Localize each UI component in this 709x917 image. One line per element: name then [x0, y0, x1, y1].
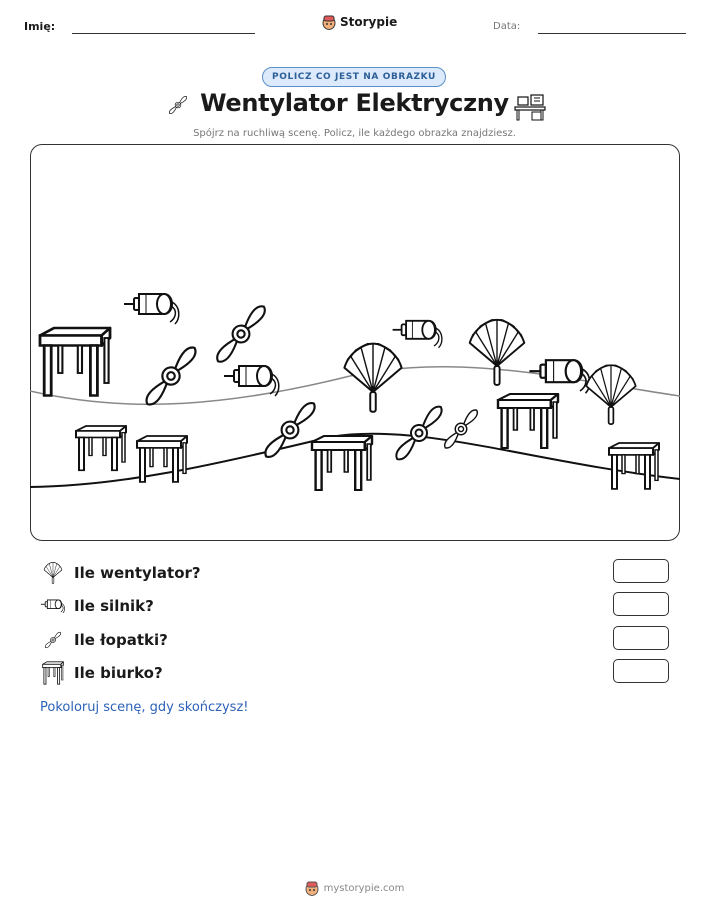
date-line[interactable]	[538, 33, 686, 34]
motor	[124, 294, 179, 324]
answer-box-motor[interactable]	[613, 592, 669, 616]
brand-name: Storypie	[340, 15, 398, 29]
coloring-instruction: Pokoloruj scenę, gdy skończysz!	[40, 700, 249, 715]
date-label: Data:	[493, 21, 521, 32]
brand-logo	[322, 14, 397, 30]
hand-fan-icon	[40, 561, 66, 585]
answer-box-propeller[interactable]	[613, 626, 669, 650]
desk	[312, 436, 372, 490]
counting-scene	[30, 144, 680, 541]
storypie-mascot-icon	[322, 14, 336, 30]
question-motor	[40, 595, 154, 617]
desk	[137, 436, 187, 482]
hand-fan	[469, 319, 524, 384]
motor	[392, 320, 441, 347]
motor	[224, 366, 279, 396]
question-desk	[40, 661, 163, 685]
motor	[529, 360, 589, 393]
answer-box-hand-fan[interactable]	[613, 559, 669, 583]
question-label: Ile biurko?	[74, 664, 163, 682]
question-hand-fan	[40, 561, 201, 585]
page-subtitle: Spójrz na ruchliwą scenę. Policz, ile każdego obrazka znajdziesz.	[193, 128, 516, 139]
propeller-icon	[40, 628, 66, 652]
propeller	[211, 301, 270, 366]
site-footer	[0, 880, 709, 896]
propeller	[140, 342, 200, 409]
desk	[498, 394, 558, 448]
desk	[76, 426, 126, 470]
question-label: Ile wentylator?	[74, 564, 201, 582]
activity-badge: POLICZ CO JEST NA OBRAZKU	[262, 67, 446, 87]
question-label: Ile silnik?	[74, 597, 154, 615]
question-label: Ile łopatki?	[74, 631, 168, 649]
hand-fan	[586, 365, 635, 424]
desk-icon	[40, 661, 66, 685]
storypie-mascot-icon	[305, 880, 319, 896]
site-url[interactable]: mystorypie.com	[323, 882, 405, 894]
name-label: Imię:	[24, 20, 56, 33]
desk	[609, 443, 659, 489]
motor-icon	[40, 595, 66, 617]
office-scene-icon	[514, 93, 546, 125]
desk	[40, 328, 110, 396]
question-propeller	[40, 628, 168, 652]
name-line[interactable]	[72, 33, 255, 34]
propeller	[259, 397, 319, 461]
answer-box-desk[interactable]	[613, 659, 669, 683]
hand-fan	[344, 343, 401, 411]
propeller	[391, 401, 447, 463]
page-title: Wentylator Elektryczny	[200, 89, 509, 117]
